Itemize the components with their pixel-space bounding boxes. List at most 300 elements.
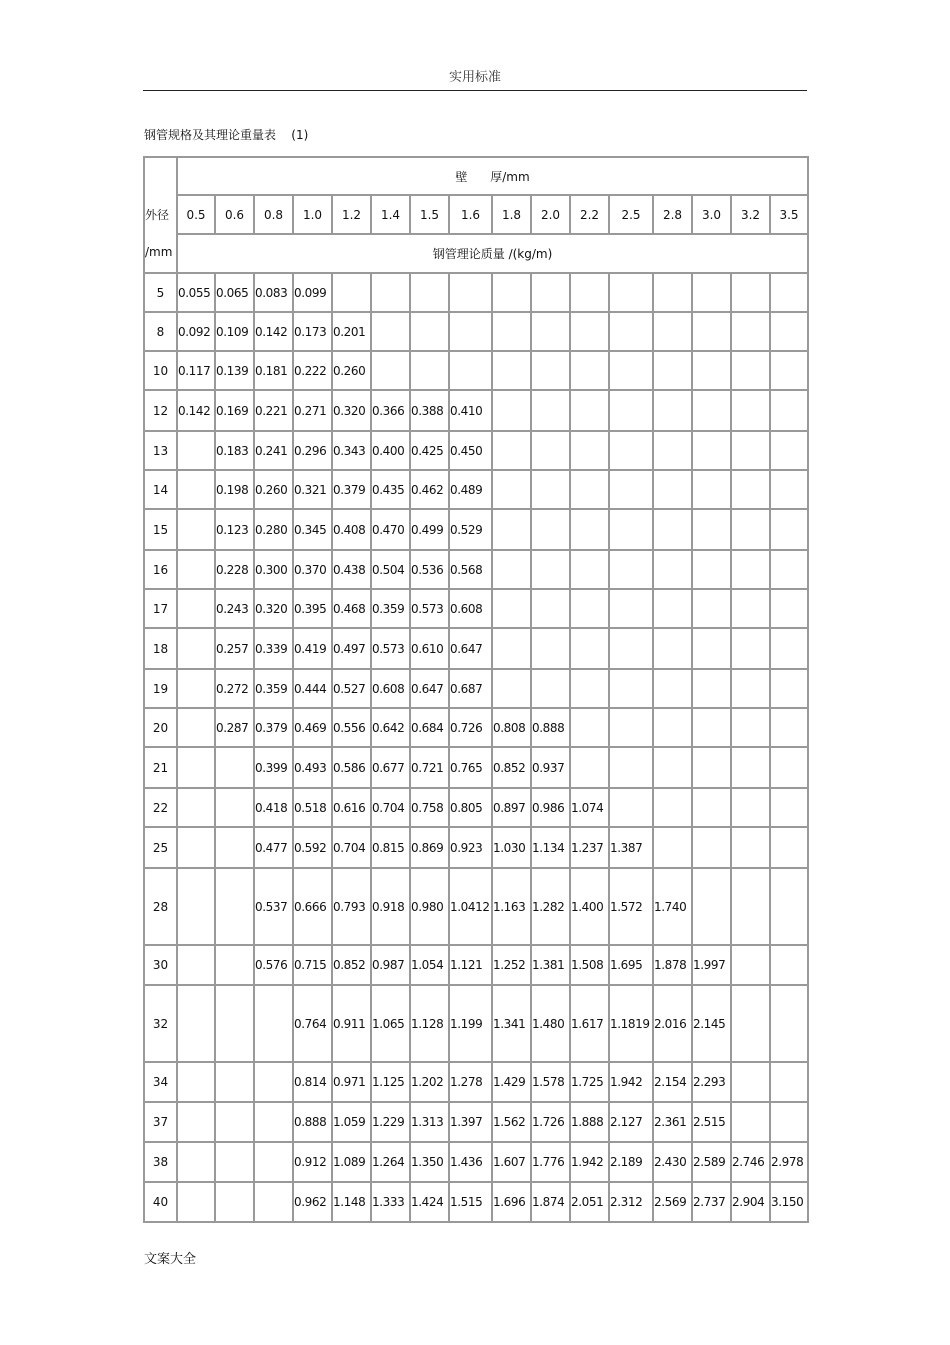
mass-cell: 0.296 — [294, 432, 333, 471]
mass-cell: 1.725 — [571, 1063, 610, 1103]
mass-cell: 0.477 — [255, 828, 294, 869]
mass-cell — [654, 471, 693, 510]
mass-cell — [654, 590, 693, 629]
mass-cell — [178, 748, 216, 789]
mass-cell — [693, 274, 732, 313]
mass-cell: 0.704 — [372, 789, 411, 828]
mass-cell: 0.610 — [411, 629, 450, 670]
mass-cell — [732, 709, 771, 748]
mass-cell — [372, 274, 411, 313]
mass-cell: 0.271 — [294, 391, 333, 432]
mass-cell — [571, 432, 610, 471]
mass-cell — [532, 590, 571, 629]
mass-cell: 1.1819 — [610, 986, 654, 1063]
mass-cell: 1.128 — [411, 986, 450, 1063]
mass-cell — [178, 1063, 216, 1103]
mass-cell — [732, 629, 771, 670]
mass-cell — [571, 590, 610, 629]
mass-cell — [255, 1143, 294, 1183]
mass-cell: 1.578 — [532, 1063, 571, 1103]
mass-cell — [450, 313, 493, 352]
mass-cell — [610, 670, 654, 709]
header-rule — [143, 90, 807, 91]
thickness-header-cell: 3.2 — [732, 196, 771, 235]
table-row — [145, 471, 809, 510]
mass-cell: 1.065 — [372, 986, 411, 1063]
mass-cell: 0.918 — [372, 869, 411, 946]
table-row — [145, 313, 809, 352]
outer-diameter-cell: 32 — [145, 986, 178, 1063]
mass-cell: 0.092 — [178, 313, 216, 352]
mass-cell — [178, 551, 216, 590]
mass-cell: 0.986 — [532, 789, 571, 828]
mass-cell: 0.425 — [411, 432, 450, 471]
thickness-header-cell: 1.2 — [333, 196, 372, 235]
mass-cell: 0.201 — [333, 313, 372, 352]
mass-cell: 0.911 — [333, 986, 372, 1063]
mass-cell: 0.852 — [333, 946, 372, 986]
mass-cell: 0.065 — [216, 274, 255, 313]
mass-cell: 1.163 — [493, 869, 532, 946]
mass-cell — [771, 352, 809, 391]
mass-cell: 0.183 — [216, 432, 255, 471]
mass-cell — [216, 1183, 255, 1223]
mass-cell — [654, 789, 693, 828]
table-row — [145, 709, 809, 748]
mass-cell: 0.962 — [294, 1183, 333, 1223]
mass-cell: 1.148 — [333, 1183, 372, 1223]
table-row — [145, 274, 809, 313]
mass-cell — [411, 274, 450, 313]
mass-cell: 0.912 — [294, 1143, 333, 1183]
mass-cell: 0.419 — [294, 629, 333, 670]
mass-cell: 0.339 — [255, 629, 294, 670]
outer-diameter-cell: 5 — [145, 274, 178, 313]
mass-cell: 0.987 — [372, 946, 411, 986]
mass-cell: 0.410 — [450, 391, 493, 432]
mass-cell: 1.341 — [493, 986, 532, 1063]
outer-diameter-cell: 38 — [145, 1143, 178, 1183]
mass-cell: 0.388 — [411, 391, 450, 432]
mass-cell — [654, 670, 693, 709]
mass-cell — [493, 274, 532, 313]
mass-cell — [216, 828, 255, 869]
mass-cell — [493, 670, 532, 709]
mass-cell: 1.313 — [411, 1103, 450, 1143]
mass-cell: 1.429 — [493, 1063, 532, 1103]
outer-diameter-label: 外径 — [145, 208, 170, 222]
mass-cell: 0.489 — [450, 471, 493, 510]
mass-cell: 0.765 — [450, 748, 493, 789]
mass-cell: 0.923 — [450, 828, 493, 869]
mass-cell: 0.888 — [532, 709, 571, 748]
mass-cell: 0.537 — [255, 869, 294, 946]
mass-cell — [532, 313, 571, 352]
mass-cell — [610, 391, 654, 432]
mass-cell: 2.361 — [654, 1103, 693, 1143]
mass-cell — [610, 471, 654, 510]
mass-cell: 2.189 — [610, 1143, 654, 1183]
thickness-header-cell: 3.0 — [693, 196, 732, 235]
mass-cell — [532, 629, 571, 670]
mass-cell — [732, 670, 771, 709]
mass-cell: 1.726 — [532, 1103, 571, 1143]
mass-cell: 1.776 — [532, 1143, 571, 1183]
mass-cell: 0.109 — [216, 313, 255, 352]
mass-cell: 1.054 — [411, 946, 450, 986]
mass-cell — [771, 510, 809, 551]
thickness-header-cell: 2.2 — [571, 196, 610, 235]
mass-cell: 2.904 — [732, 1183, 771, 1223]
outer-diameter-cell: 28 — [145, 869, 178, 946]
mass-cell: 0.418 — [255, 789, 294, 828]
mass-cell — [178, 1143, 216, 1183]
mass-cell: 0.123 — [216, 510, 255, 551]
mass-cell — [610, 313, 654, 352]
mass-cell: 0.536 — [411, 551, 450, 590]
mass-cell: 1.229 — [372, 1103, 411, 1143]
mass-cell: 1.397 — [450, 1103, 493, 1143]
mass-cell: 0.228 — [216, 551, 255, 590]
mass-cell — [693, 313, 732, 352]
mass-cell: 2.154 — [654, 1063, 693, 1103]
mass-cell: 0.608 — [450, 590, 493, 629]
mass-cell — [255, 1063, 294, 1103]
mass-cell: 0.684 — [411, 709, 450, 748]
mass-cell — [693, 590, 732, 629]
mass-cell — [771, 709, 809, 748]
mass-cell: 1.350 — [411, 1143, 450, 1183]
mass-cell: 0.726 — [450, 709, 493, 748]
mass-cell — [571, 629, 610, 670]
mass-cell — [178, 1183, 216, 1223]
mass-cell: 1.074 — [571, 789, 610, 828]
mass-cell — [693, 352, 732, 391]
outer-diameter-cell: 25 — [145, 828, 178, 869]
mass-cell — [771, 471, 809, 510]
mass-cell — [493, 391, 532, 432]
table-row — [145, 670, 809, 709]
mass-cell: 0.395 — [294, 590, 333, 629]
mass-cell — [571, 471, 610, 510]
mass-cell: 0.142 — [255, 313, 294, 352]
mass-cell — [771, 629, 809, 670]
mass-cell: 0.260 — [255, 471, 294, 510]
mass-cell — [178, 629, 216, 670]
mass-cell — [654, 629, 693, 670]
mass-cell — [571, 274, 610, 313]
mass-cell — [654, 432, 693, 471]
mass-cell: 0.173 — [294, 313, 333, 352]
mass-cell: 0.181 — [255, 352, 294, 391]
mass-cell — [372, 313, 411, 352]
mass-cell: 0.888 — [294, 1103, 333, 1143]
thickness-header-cell: 1.5 — [411, 196, 450, 235]
table-row — [145, 789, 809, 828]
mass-cell — [654, 313, 693, 352]
mass-cell: 0.243 — [216, 590, 255, 629]
mass-cell: 1.121 — [450, 946, 493, 986]
outer-diameter-cell: 17 — [145, 590, 178, 629]
mass-cell: 1.333 — [372, 1183, 411, 1223]
mass-cell: 0.320 — [255, 590, 294, 629]
mass-cell — [771, 551, 809, 590]
mass-cell: 0.435 — [372, 471, 411, 510]
mass-cell: 1.480 — [532, 986, 571, 1063]
mass-cell — [693, 709, 732, 748]
mass-cell — [493, 471, 532, 510]
thickness-header-cell: 2.8 — [654, 196, 693, 235]
thickness-header-cell: 3.5 — [771, 196, 809, 235]
outer-diameter-cell: 21 — [145, 748, 178, 789]
mass-cell: 1.562 — [493, 1103, 532, 1143]
mass-cell — [493, 590, 532, 629]
mass-cell — [216, 1103, 255, 1143]
thickness-row — [145, 196, 809, 235]
mass-cell: 0.808 — [493, 709, 532, 748]
table-row — [145, 869, 809, 946]
mass-cell: 0.379 — [333, 471, 372, 510]
mass-cell — [732, 946, 771, 986]
mass-cell — [571, 352, 610, 391]
mass-cell: 0.592 — [294, 828, 333, 869]
mass-cell: 2.145 — [693, 986, 732, 1063]
outer-diameter-cell: 14 — [145, 471, 178, 510]
mass-cell — [693, 432, 732, 471]
mass-cell: 0.793 — [333, 869, 372, 946]
mass-cell — [493, 551, 532, 590]
table-row — [145, 748, 809, 789]
mass-cell — [178, 670, 216, 709]
table-row — [145, 946, 809, 986]
mass-cell: 0.937 — [532, 748, 571, 789]
mass-cell — [693, 391, 732, 432]
mass-cell: 0.518 — [294, 789, 333, 828]
mass-cell: 1.134 — [532, 828, 571, 869]
mass-cell: 0.444 — [294, 670, 333, 709]
mass-cell — [333, 274, 372, 313]
table-row — [145, 828, 809, 869]
mass-cell: 0.198 — [216, 471, 255, 510]
mass-cell — [216, 1143, 255, 1183]
mass-cell — [571, 709, 610, 748]
mass-cell: 0.586 — [333, 748, 372, 789]
mass-cell — [493, 352, 532, 391]
mass-cell: 0.616 — [333, 789, 372, 828]
mass-cell: 0.221 — [255, 391, 294, 432]
outer-diameter-cell: 19 — [145, 670, 178, 709]
mass-cell — [216, 946, 255, 986]
outer-diameter-cell: 8 — [145, 313, 178, 352]
mass-cell — [732, 391, 771, 432]
mass-cell: 0.400 — [372, 432, 411, 471]
mass-cell — [610, 352, 654, 391]
mass-cell: 0.142 — [178, 391, 216, 432]
mass-cell: 0.343 — [333, 432, 372, 471]
mass-cell — [693, 471, 732, 510]
mass-cell: 0.642 — [372, 709, 411, 748]
mass-cell: 1.508 — [571, 946, 610, 986]
mass-cell: 0.497 — [333, 629, 372, 670]
mass-cell — [693, 869, 732, 946]
mass-cell: 1.387 — [610, 828, 654, 869]
mass-cell: 0.300 — [255, 551, 294, 590]
mass-cell: 0.764 — [294, 986, 333, 1063]
mass-cell: 0.568 — [450, 551, 493, 590]
mass-cell: 1.607 — [493, 1143, 532, 1183]
mass-cell — [493, 510, 532, 551]
mass-cell: 0.529 — [450, 510, 493, 551]
mass-cell — [732, 352, 771, 391]
thickness-header-cell: 0.6 — [216, 196, 255, 235]
mass-cell — [372, 352, 411, 391]
mass-cell — [771, 590, 809, 629]
table-row — [145, 510, 809, 551]
mass-cell — [493, 313, 532, 352]
mass-cell — [654, 828, 693, 869]
mass-cell: 1.696 — [493, 1183, 532, 1223]
mass-cell — [532, 510, 571, 551]
thickness-header-cell: 0.5 — [178, 196, 216, 235]
mass-cell: 0.379 — [255, 709, 294, 748]
mass-cell: 0.469 — [294, 709, 333, 748]
steel-pipe-weight-table — [143, 156, 809, 1223]
mass-cell — [532, 670, 571, 709]
mass-cell — [178, 828, 216, 869]
mass-cell: 0.366 — [372, 391, 411, 432]
mass-cell — [610, 590, 654, 629]
thickness-header-cell: 0.8 — [255, 196, 294, 235]
mass-cell — [610, 510, 654, 551]
mass-cell: 1.237 — [571, 828, 610, 869]
mass-cell — [771, 946, 809, 986]
mass-cell: 0.527 — [333, 670, 372, 709]
mass-cell: 0.321 — [294, 471, 333, 510]
mass-cell: 0.399 — [255, 748, 294, 789]
mass-cell: 1.695 — [610, 946, 654, 986]
mass-cell — [610, 709, 654, 748]
mass-cell — [732, 1103, 771, 1143]
mass-cell: 1.878 — [654, 946, 693, 986]
outer-diameter-cell: 18 — [145, 629, 178, 670]
mass-cell: 0.687 — [450, 670, 493, 709]
thickness-header-cell: 2.5 — [610, 196, 654, 235]
mass-cell — [654, 510, 693, 551]
table-row — [145, 986, 809, 1063]
mass-cell — [411, 352, 450, 391]
mass-cell: 0.272 — [216, 670, 255, 709]
mass-cell: 0.573 — [372, 629, 411, 670]
mass-cell: 0.647 — [411, 670, 450, 709]
mass-cell — [771, 432, 809, 471]
mass-cell: 0.099 — [294, 274, 333, 313]
mass-cell: 1.381 — [532, 946, 571, 986]
mass-cell — [771, 670, 809, 709]
table-row — [145, 1183, 809, 1223]
mass-cell: 0.280 — [255, 510, 294, 551]
outer-diameter-cell: 22 — [145, 789, 178, 828]
mass-cell — [178, 432, 216, 471]
mass-cell — [732, 748, 771, 789]
mass-cell — [178, 510, 216, 551]
thickness-header-cell: 1.8 — [493, 196, 532, 235]
table-row — [145, 1143, 809, 1183]
mass-cell — [532, 471, 571, 510]
mass-cell — [532, 551, 571, 590]
mass-cell — [178, 869, 216, 946]
mass-cell: 2.737 — [693, 1183, 732, 1223]
mass-cell: 2.430 — [654, 1143, 693, 1183]
mass-header: 钢管理论质量 /(kg/m) — [178, 235, 809, 274]
outer-diameter-cell: 10 — [145, 352, 178, 391]
mass-cell: 0.814 — [294, 1063, 333, 1103]
mass-cell — [216, 869, 255, 946]
mass-cell — [255, 986, 294, 1063]
mass-cell: 3.150 — [771, 1183, 809, 1223]
mass-cell: 0.715 — [294, 946, 333, 986]
mass-cell: 0.139 — [216, 352, 255, 391]
mass-cell — [610, 748, 654, 789]
mass-cell: 0.260 — [333, 352, 372, 391]
mass-cell — [178, 590, 216, 629]
mass-cell: 1.264 — [372, 1143, 411, 1183]
mass-cell — [771, 828, 809, 869]
mass-cell: 0.462 — [411, 471, 450, 510]
mass-cell — [771, 748, 809, 789]
mass-cell — [654, 391, 693, 432]
outer-diameter-cell: 20 — [145, 709, 178, 748]
mass-cell — [771, 1063, 809, 1103]
mass-cell: 0.504 — [372, 551, 411, 590]
mass-cell: 2.515 — [693, 1103, 732, 1143]
mass-cell — [771, 789, 809, 828]
mass-cell — [693, 789, 732, 828]
mass-cell — [771, 869, 809, 946]
mass-cell: 0.359 — [255, 670, 294, 709]
mass-cell: 1.997 — [693, 946, 732, 986]
table-row — [145, 1103, 809, 1143]
mass-cell — [178, 946, 216, 986]
table-row — [145, 551, 809, 590]
mass-cell — [216, 748, 255, 789]
mass-cell — [654, 352, 693, 391]
mass-cell — [732, 986, 771, 1063]
mass-cell: 0.980 — [411, 869, 450, 946]
mass-cell: 0.647 — [450, 629, 493, 670]
mass-cell: 0.721 — [411, 748, 450, 789]
mass-cell: 1.400 — [571, 869, 610, 946]
table-row — [145, 432, 809, 471]
mass-cell: 1.252 — [493, 946, 532, 986]
mass-cell — [216, 789, 255, 828]
mass-cell — [255, 1103, 294, 1143]
mass-cell: 1.436 — [450, 1143, 493, 1183]
mass-cell — [654, 551, 693, 590]
table-row — [145, 352, 809, 391]
mass-cell — [771, 1103, 809, 1143]
mass-cell: 0.370 — [294, 551, 333, 590]
mass-cell — [493, 629, 532, 670]
mass-cell — [693, 551, 732, 590]
mass-cell: 1.202 — [411, 1063, 450, 1103]
mass-cell: 0.320 — [333, 391, 372, 432]
mass-cell — [178, 709, 216, 748]
page-header: 实用标准 — [448, 70, 501, 85]
mass-cell — [654, 748, 693, 789]
mass-cell — [178, 471, 216, 510]
mass-cell: 0.438 — [333, 551, 372, 590]
mass-cell: 1.572 — [610, 869, 654, 946]
